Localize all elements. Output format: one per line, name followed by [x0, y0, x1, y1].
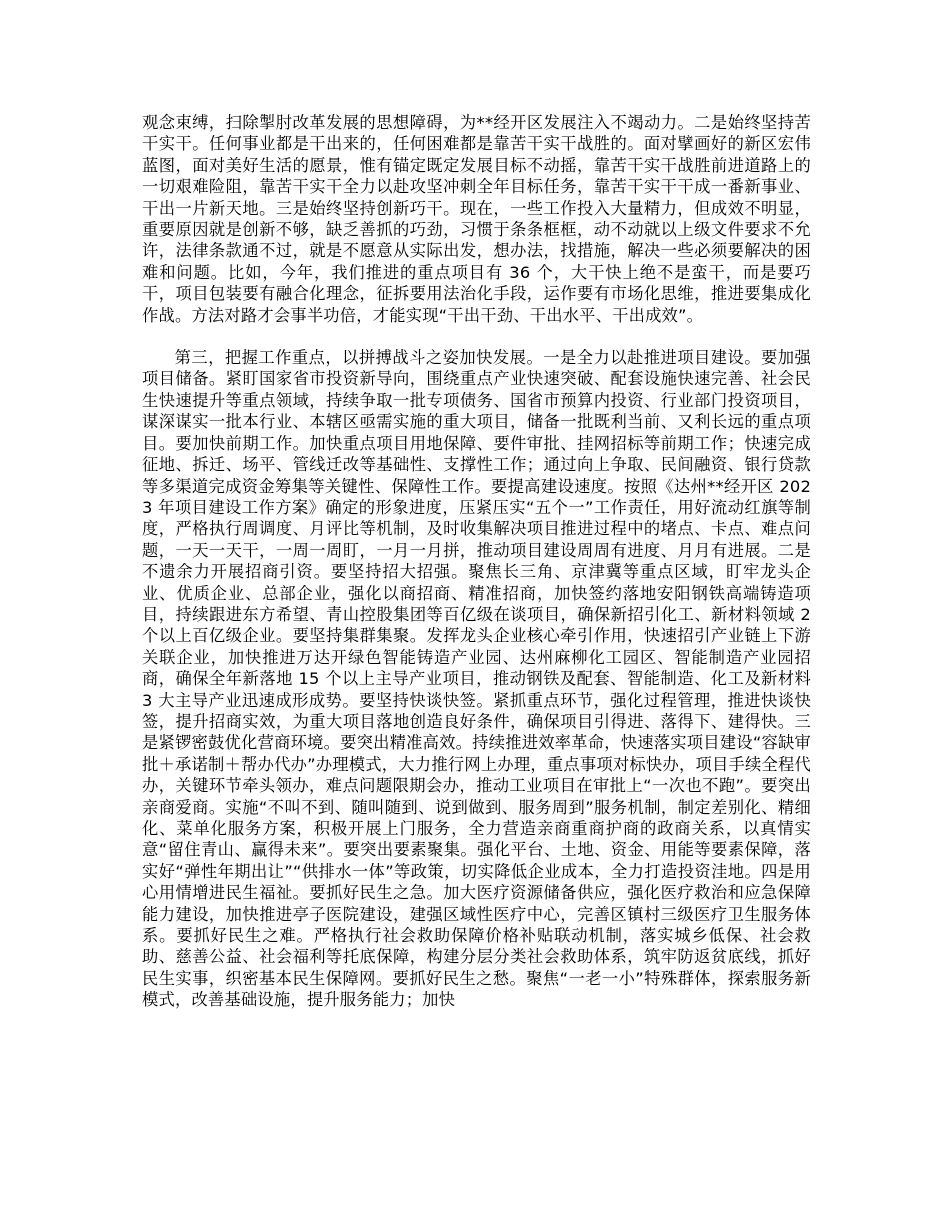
document-page [142, 112, 811, 1011]
paragraph-work-attitude: 观念束缚，扫除掣肘改革发展的思想障碍，为**经开区发展注入不竭动力。二是始终坚持苦干实干。任何事业都是干出来的，任何困难都是靠苦干实干战胜的。面对擘画好的新区宏伟蓝图，面对美好生活的愿景，惟有锚定既定发展目标不动摇，靠苦干实干战胜前进道路上的一切艰难险阻，靠苦干实干全力以赴攻坚冲刺全年目标任务，靠苦干实干干成一番新事业、干出一片新天地。三是始终坚持创新巧干。现在，一些工作投入大量精力，但成效不明显，重要原因就是创新不够，缺乏善抓的巧劲，习惯于条条框框，动不动就以上级文件要求不允许，法律条款通不过，就是不愿意从实际出发，想办法，找措施，解决一些必须要解决的困难和问题。比如，今年，我们推进的重点项目有 36 个，大干快上绝不是蛮干，而是要巧干，项目包装要有融合化理念，征拆要用法治化手段，运作要有市场化思维，推进要集成化作战。方法对路才会事半功倍，才能实现“干出干劲、干出水平、干出成效”。 [142, 113, 811, 325]
paragraph-spacer [142, 326, 811, 347]
paragraph-work-priorities: 第三，把握工作重点，以拼搏战斗之姿加快发展。一是全力以赴推进项目建设。要加强项目储备。紧盯国家省市投资新导向，围绕重点产业快速突破、配套设施快速完善、社会民生快速提升等重点领域，持续争取一批专项债务、国省市预算内投资、行业部门投资项目，谋深谋实一批本行业、本辖区亟需实施的重大项目，储备一批既利当前、又利长远的重点项目。要加快前期工作。加快重点项目用地保障、要件审批、挂网招标等前期工作；快速完成征地、拆迁、场平、管线迁改等基础性、支撑性工作；通过向上争取、民间融资、银行贷款等多渠道完成资金筹集等关键性、保障性工作。要提高建设速度。按照《达州**经开区 2023 年项目建设工作方案》确定的形象进度，压紧压实“五个一”工作责任，用好流动红旗等制度，严格执行周调度、月评比等机制，及时收集解决项目推进过程中的堵点、卡点、难点问题，一天一天干，一周一周盯，一月一月拼，推动项目建设周周有进度、月月有进展。二是不遗余力开展招商引资。要坚持招大招强。聚焦长三角、京津冀等重点区域，盯牢龙头企业、优质企业、总部企业，强化以商招商、精准招商，加快签约落地安阳钢铁高端铸造项目，持续跟进东方希望、青山控股集团等百亿级在谈项目，确保新招引化工、新材料领域 2 个以上百亿级企业。要坚持集群集聚。发挥龙头企业核心牵引作用，快速招引产业链上下游关联企业，加快推进万达开绿色智能铸造产业园、达州麻柳化工园区、智能制造产业园招商，确保全年新落地 15 个以上主导产业项目，推动钢铁及配套、智能制造、化工及新材料 3 大主导产业迅速成形成势。要坚持快谈快签。紧抓重点环节，强化过程管理，推进快谈快签，提升招商实效，为重大项目落地创造良好条件，确保项目引得进、落得下、建得快。三是紧锣密鼓优化营商环境。要突出精准高效。持续推进效率革命，快速落实项目建设“容缺审批＋承诺制＋帮办代办”办理模式，大力推行网上办理，重点事项对标快办，项目手续全程代办，关键环节牵头领办，难点问题限期会办，推动工业项目在审批上“一次也不跑”。要突出亲商爱商。实施“不叫不到、随叫随到、说到做到、服务周到”服务机制，制定差别化、精细化、菜单化服务方案，积极开展上门服务，全力营造亲商重商护商的政商关系，以真情实意“留住青山、赢得未来”。要突出要素聚集。强化平台、土地、资金、用能等要素保障，落实好“弹性年期出让”“供排水一体”等政策，切实降低企业成本，全力打造投资洼地。四是用心用情增进民生福祉。要抓好民生之急。加大医疗资源储备供应，强化医疗救治和应急保障能力建设，加快推进亭子医院建设，建强区域性医疗中心，完善区镇村三级医疗卫生服务体系。要抓好民生之难。严格执行社会救助保障价格补贴联动机制，落实城乡低保、社会救助、慈善公益、社会福利等托底保障，构建分层分类社会救助体系，筑牢防返贫底线，抓好民生实事，织密基本民生保障网。要抓好民生之愁。聚焦“一老一小”特殊群体，探索服务新模式，改善基础设施，提升服务能力；加快 [142, 348, 811, 1010]
